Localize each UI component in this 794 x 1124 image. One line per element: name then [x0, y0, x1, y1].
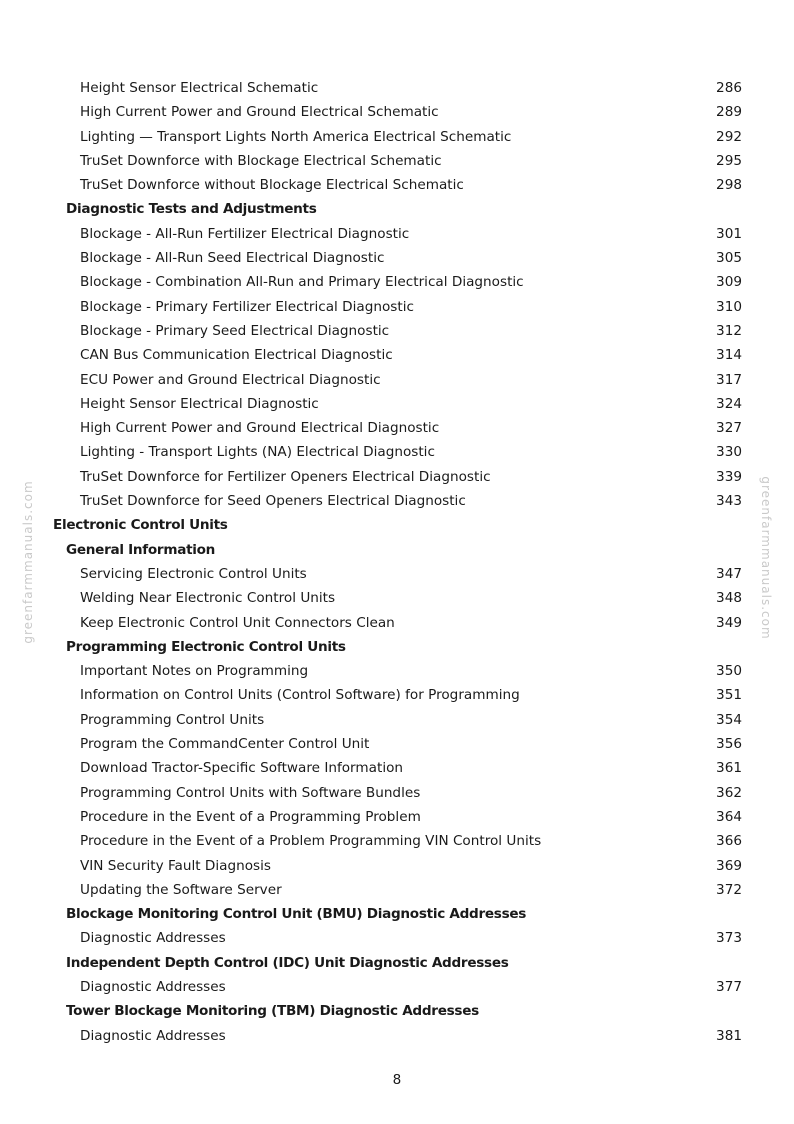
watermark-left: greenfarmmanuals.com — [21, 480, 35, 644]
toc-entry-title: Lighting — Transport Lights North America Electrical Schematic — [80, 128, 512, 145]
toc-entry-title: Programming Electronic Control Units — [66, 638, 346, 655]
toc-entry-title: Tower Blockage Monitoring (TBM) Diagnostic Addresses — [66, 1003, 479, 1020]
toc-entry-title: CAN Bus Communication Electrical Diagnostic — [80, 347, 393, 364]
toc-entry[interactable] — [0, 368, 794, 392]
toc-entry[interactable] — [0, 975, 794, 999]
toc-entry-title: High Current Power and Ground Electrical Schematic — [80, 104, 439, 121]
toc-entry-title: Download Tractor-Specific Software Information — [80, 760, 404, 777]
toc-entry-title: Information on Control Units (Control Software) for Programming — [80, 687, 520, 704]
toc-entry[interactable] — [0, 708, 794, 732]
toc-entry-page: 310 — [716, 298, 742, 315]
toc-entry-page: 312 — [716, 322, 742, 339]
toc-section-heading[interactable] — [0, 635, 794, 659]
toc-entry[interactable] — [0, 76, 794, 100]
toc-entry-title: Diagnostic Addresses — [80, 1027, 226, 1044]
toc-entry[interactable] — [0, 295, 794, 319]
toc-entry-page: 347 — [716, 565, 742, 582]
toc-entry[interactable] — [0, 683, 794, 707]
toc-entry-title: VIN Security Fault Diagnosis — [80, 857, 271, 874]
toc-entry-page: 317 — [716, 371, 742, 388]
toc-entry-page: 289 — [716, 104, 742, 121]
toc-entry-title: General Information — [66, 541, 216, 558]
toc-entry-page: 373 — [716, 930, 742, 947]
toc-entry-page: 301 — [716, 225, 742, 242]
table-of-contents — [0, 76, 794, 1048]
toc-entry-page: 324 — [716, 395, 742, 412]
toc-entry[interactable] — [0, 343, 794, 367]
toc-entry[interactable] — [0, 756, 794, 780]
toc-entry-page: 286 — [716, 80, 742, 96]
toc-entry-page: 349 — [716, 614, 742, 631]
toc-entry[interactable] — [0, 319, 794, 343]
toc-entry-title: Procedure in the Event of a Programming Problem — [80, 808, 421, 825]
toc-entry[interactable] — [0, 246, 794, 270]
toc-entry-title: TruSet Downforce with Blockage Electrical Schematic — [80, 152, 442, 169]
toc-entry[interactable] — [0, 392, 794, 416]
toc-entry[interactable] — [0, 659, 794, 683]
toc-entry-title: ECU Power and Ground Electrical Diagnostic — [80, 371, 381, 388]
toc-entry-title: Blockage - Combination All-Run and Primary Electrical Diagnostic — [80, 274, 524, 291]
toc-entry[interactable] — [0, 586, 794, 610]
toc-entry[interactable] — [0, 805, 794, 829]
toc-entry[interactable] — [0, 562, 794, 586]
toc-entry-page: 381 — [716, 1027, 742, 1044]
toc-entry-page: 366 — [716, 833, 742, 850]
toc-entry-page: 295 — [716, 152, 742, 169]
toc-entry-title: Blockage - All-Run Seed Electrical Diagnostic — [80, 250, 385, 267]
toc-entry[interactable] — [0, 465, 794, 489]
toc-entry[interactable] — [0, 1024, 794, 1048]
toc-section-heading[interactable] — [0, 513, 794, 537]
toc-entry[interactable] — [0, 489, 794, 513]
toc-entry-page: 330 — [716, 444, 742, 461]
toc-entry-page: 361 — [716, 760, 742, 777]
toc-entry-page: 309 — [716, 274, 742, 291]
toc-entry-title: Program the CommandCenter Control Unit — [80, 736, 370, 753]
toc-entry-page: 377 — [716, 978, 742, 995]
toc-section-heading[interactable] — [0, 951, 794, 975]
toc-entry-page: 372 — [716, 881, 742, 898]
toc-section-heading[interactable] — [0, 538, 794, 562]
toc-entry[interactable] — [0, 173, 794, 197]
toc-entry-title: Height Sensor Electrical Schematic — [80, 80, 319, 96]
toc-entry-page: 354 — [716, 711, 742, 728]
toc-entry-page: 298 — [716, 177, 742, 194]
toc-entry-title: Important Notes on Programming — [80, 663, 309, 680]
toc-entry-title: Blockage - Primary Fertilizer Electrical Diagnostic — [80, 298, 414, 315]
toc-entry-title: Blockage Monitoring Control Unit (BMU) Diagnostic Addresses — [66, 906, 527, 923]
toc-entry[interactable] — [0, 829, 794, 853]
toc-entry-page: 314 — [716, 347, 742, 364]
toc-section-heading[interactable] — [0, 999, 794, 1023]
toc-entry[interactable] — [0, 732, 794, 756]
toc-entry-page: 292 — [716, 128, 742, 145]
toc-entry-title: Servicing Electronic Control Units — [80, 565, 307, 582]
toc-entry-title: Lighting - Transport Lights (NA) Electrical Diagnostic — [80, 444, 435, 461]
toc-entry-title: Electronic Control Units — [53, 517, 228, 534]
toc-entry-page: 362 — [716, 784, 742, 801]
toc-entry[interactable] — [0, 100, 794, 124]
toc-entry[interactable] — [0, 149, 794, 173]
toc-entry[interactable] — [0, 854, 794, 878]
page-number: 8 — [392, 1072, 402, 1088]
toc-entry-page: 364 — [716, 808, 742, 825]
toc-section-heading[interactable] — [0, 197, 794, 221]
toc-entry[interactable] — [0, 125, 794, 149]
toc-entry-title: Diagnostic Tests and Adjustments — [66, 201, 317, 218]
toc-entry-page: 305 — [716, 250, 742, 267]
toc-entry-title: TruSet Downforce without Blockage Electrical Schematic — [80, 177, 464, 194]
toc-entry-title: Programming Control Units — [80, 711, 265, 728]
toc-entry[interactable] — [0, 878, 794, 902]
toc-entry-title: TruSet Downforce for Seed Openers Electrical Diagnostic — [80, 493, 466, 510]
toc-entry[interactable] — [0, 222, 794, 246]
toc-entry-title: Height Sensor Electrical Diagnostic — [80, 395, 319, 412]
toc-entry-title: Diagnostic Addresses — [80, 930, 226, 947]
toc-entry-title: Programming Control Units with Software Bundles — [80, 784, 421, 801]
toc-entry[interactable] — [0, 416, 794, 440]
toc-entry[interactable] — [0, 926, 794, 950]
toc-entry-title: Welding Near Electronic Control Units — [80, 590, 336, 607]
toc-section-heading[interactable] — [0, 902, 794, 926]
toc-entry[interactable] — [0, 611, 794, 635]
toc-entry-page: 356 — [716, 736, 742, 753]
toc-entry-page: 350 — [716, 663, 742, 680]
toc-entry-title: Diagnostic Addresses — [80, 978, 226, 995]
toc-entry[interactable] — [0, 781, 794, 805]
toc-entry-title: Independent Depth Control (IDC) Unit Diagnostic Addresses — [66, 954, 509, 971]
toc-entry-title: TruSet Downforce for Fertilizer Openers Electrical Diagnostic — [80, 468, 491, 485]
toc-entry-title: Blockage - Primary Seed Electrical Diagnostic — [80, 322, 390, 339]
toc-entry-title: Updating the Software Server — [80, 881, 282, 898]
watermark-right: greenfarmmanuals.com — [759, 476, 773, 640]
toc-entry-title: High Current Power and Ground Electrical Diagnostic — [80, 420, 440, 437]
toc-entry[interactable] — [0, 440, 794, 464]
toc-entry[interactable] — [0, 270, 794, 294]
toc-entry-page: 348 — [716, 590, 742, 607]
toc-entry-page: 327 — [716, 420, 742, 437]
toc-entry-title: Procedure in the Event of a Problem Programming VIN Control Units — [80, 833, 542, 850]
toc-entry-page: 369 — [716, 857, 742, 874]
toc-entry-title: Keep Electronic Control Unit Connectors Clean — [80, 614, 395, 631]
toc-entry-page: 351 — [716, 687, 742, 704]
toc-entry-title: Blockage - All-Run Fertilizer Electrical Diagnostic — [80, 225, 410, 242]
toc-entry-page: 339 — [716, 468, 742, 485]
toc-entry-page: 343 — [716, 493, 742, 510]
